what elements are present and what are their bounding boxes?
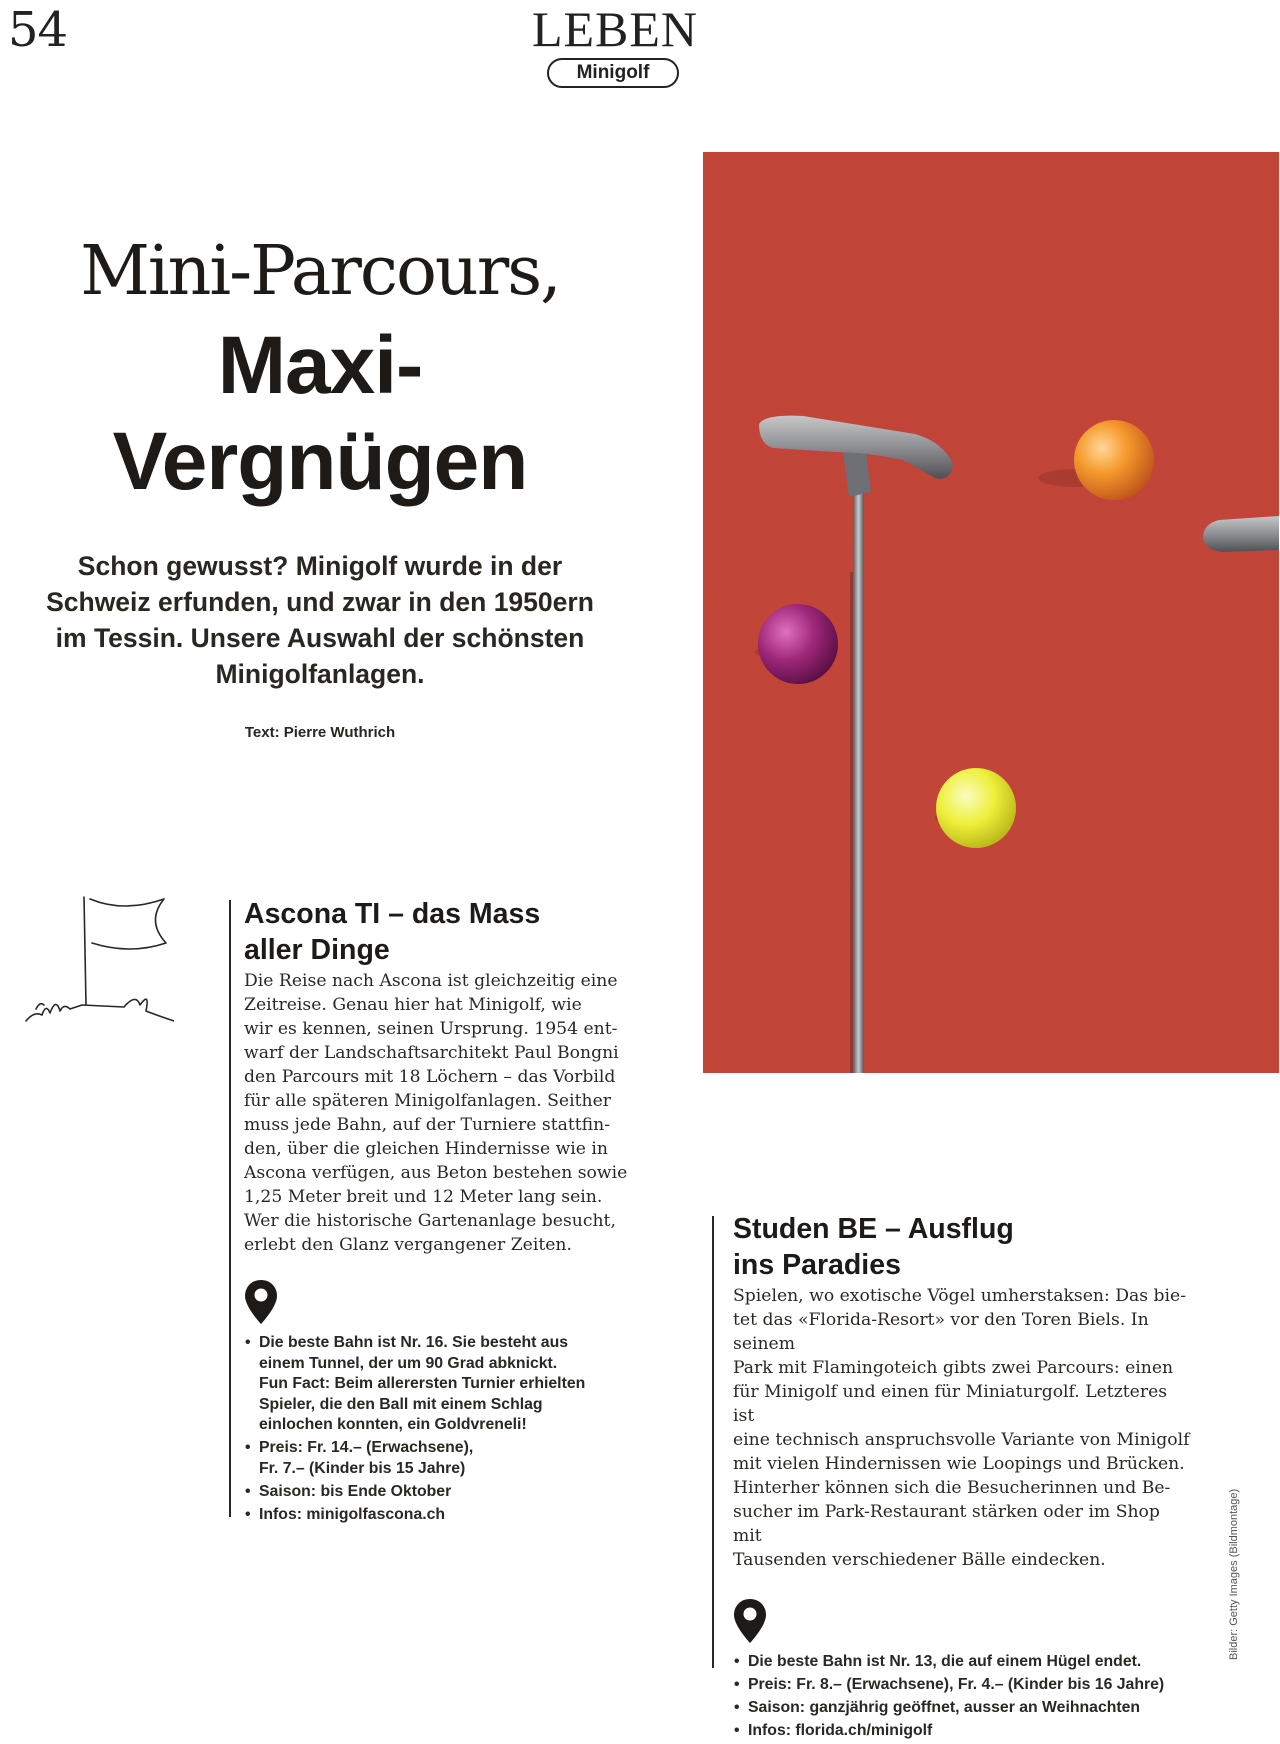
ball-orange: [1074, 420, 1154, 500]
article-1-body-line: für alle späteren Minigolfanlagen. Seither: [244, 1091, 611, 1111]
article-1-body-line: warf der Landschaftsarchitekt Paul Bongni: [244, 1043, 619, 1063]
list-item: [244, 1482, 644, 1503]
article-1-body-line: wir es kennen, seinen Ursprung. 1954 ent-: [244, 1019, 618, 1039]
article-1-body-line: Ascona verfügen, aus Beton bestehen sowie: [244, 1163, 628, 1183]
article-1-title: [244, 896, 644, 968]
fact-line: • Saison: bis Ende Oktober: [259, 1482, 452, 1500]
minigolf-photo: [703, 152, 1279, 1073]
byline: Text: Pierre Wuthrich: [244, 724, 396, 741]
article-1-title-line-1: Ascona TI – das Mass: [244, 898, 541, 930]
fact-line: • Die beste Bahn ist Nr. 16. Sie besteht aus: [259, 1334, 569, 1351]
page-number: 54: [8, 2, 68, 58]
flag-icon: [24, 893, 174, 1029]
article-2-title-line-2: ins Paradies: [733, 1249, 901, 1281]
headline-line-2: Maxi-: [217, 320, 423, 411]
fact-line: • Saison: ganzjährig geöffnet, ausser an Weihnachten: [748, 1699, 1141, 1716]
article-2-body-line: Park mit Flamingoteich gibts zwei Parcours: einen: [733, 1358, 1174, 1378]
location-pin-icon: [244, 1279, 278, 1325]
list-item: [733, 1652, 1193, 1673]
ball-purple: [758, 604, 838, 684]
article-1-body-line: den, über die gleichen Hindernisse wie in: [244, 1139, 608, 1159]
fact-line: einem Tunnel, der um 90 Grad abknickt.: [259, 1354, 558, 1372]
fact-line: • Infos: minigolfascona.ch: [259, 1505, 446, 1523]
list-item: [244, 1438, 644, 1479]
article-1-body-line: 1,25 Meter breit und 12 Meter lang sein.: [244, 1187, 603, 1207]
list-item: [244, 1505, 644, 1526]
article-2-body-line: Spielen, wo exotische Vögel umherstaksen: Das bie-: [733, 1286, 1187, 1306]
lead-paragraph: Schon gewusst? Minigolf wurde in der Schweiz erfunden, und zwar in den 1950ern im Tessin. Unsere Auswahl der schönsten Minigolfanlagen.: [46, 551, 594, 689]
fact-line: • Die beste Bahn ist Nr. 13, die auf einem Hügel endet.: [748, 1653, 1142, 1670]
article-1-body: [244, 969, 644, 1257]
article-2: [733, 1211, 1193, 1744]
article-1-body-line: erlebt den Glanz vergangener Zeiten.: [244, 1235, 572, 1255]
article-1-body-line: Zeitreise. Genau hier hat Minigolf, wie: [244, 995, 582, 1015]
fact-line: • Infos: florida.ch/minigolf: [748, 1722, 933, 1739]
article-2-body-line: sucher im Park-Restaurant stärken oder im Shop mit: [733, 1502, 1160, 1546]
list-item: [733, 1675, 1193, 1696]
article-2-title-line-1: Studen BE – Ausflug: [733, 1213, 1014, 1245]
fact-line: • Preis: Fr. 8.– (Erwachsene), Fr. 4.– (Kinder bis 16 Jahre): [748, 1676, 1165, 1693]
section-title: LEBEN: [531, 1, 699, 57]
list-item: [244, 1333, 644, 1436]
article-2-facts: [733, 1652, 1193, 1742]
article-1-facts: [244, 1333, 644, 1525]
article-1-body-line: den Parcours mit 18 Löchern – das Vorbild: [244, 1067, 616, 1087]
article-1: [244, 896, 644, 1528]
article-2-body-line: Tausenden verschiedener Bälle eindecken.: [733, 1550, 1106, 1570]
fact-line: • Preis: Fr. 14.– (Erwachsene),: [259, 1439, 474, 1456]
fact-line: Spieler, die den Ball mit einem Schlag: [259, 1395, 543, 1413]
article-2-body-line: eine technisch anspruchsvolle Variante von Minigolf: [733, 1430, 1190, 1450]
list-item: [733, 1721, 1193, 1742]
fact-line: Fun Fact: Beim allerersten Turnier erhielten: [259, 1375, 586, 1392]
headline-bold: [0, 318, 640, 510]
article-2-title: [733, 1211, 1193, 1283]
article-1-title-line-2: aller Dinge: [244, 934, 390, 966]
ball-yellow: [936, 768, 1016, 848]
article-1-body-line: Wer die historische Gartenanlage besucht,: [244, 1211, 616, 1231]
article-2-body-line: mit vielen Hindernissen wie Loopings und Brücken.: [733, 1454, 1185, 1474]
section-tag: Minigolf: [547, 58, 679, 88]
location-pin-icon: [733, 1598, 767, 1644]
article-1-rule: [229, 900, 231, 1517]
headline-line-3: Vergnügen: [112, 416, 528, 507]
article-1-body-line: muss jede Bahn, auf der Turniere stattfin-: [244, 1115, 611, 1135]
article-2-body: [733, 1284, 1193, 1572]
fact-line: Fr. 7.– (Kinder bis 15 Jahre): [259, 1459, 466, 1477]
photo-credit: Bilder: Getty Images (Bildmontage): [1228, 1488, 1240, 1660]
fact-line: einlochen konnten, ein Goldvreneli!: [259, 1416, 527, 1433]
headline-line-1: Mini-Parcours,: [80, 232, 560, 311]
article-2-body-line: Hinterher können sich die Besucherinnen und Be-: [733, 1478, 1171, 1498]
list-item: [733, 1698, 1193, 1719]
article-2-rule: [712, 1216, 714, 1668]
article-2-body-line: für Minigolf und einen für Miniaturgolf. Letzteres ist: [733, 1382, 1168, 1426]
article-2-body-line: tet das «Florida-Resort» vor den Toren Biels. In seinem: [733, 1310, 1149, 1354]
article-1-body-line: Die Reise nach Ascona ist gleichzeitig eine: [244, 971, 618, 991]
